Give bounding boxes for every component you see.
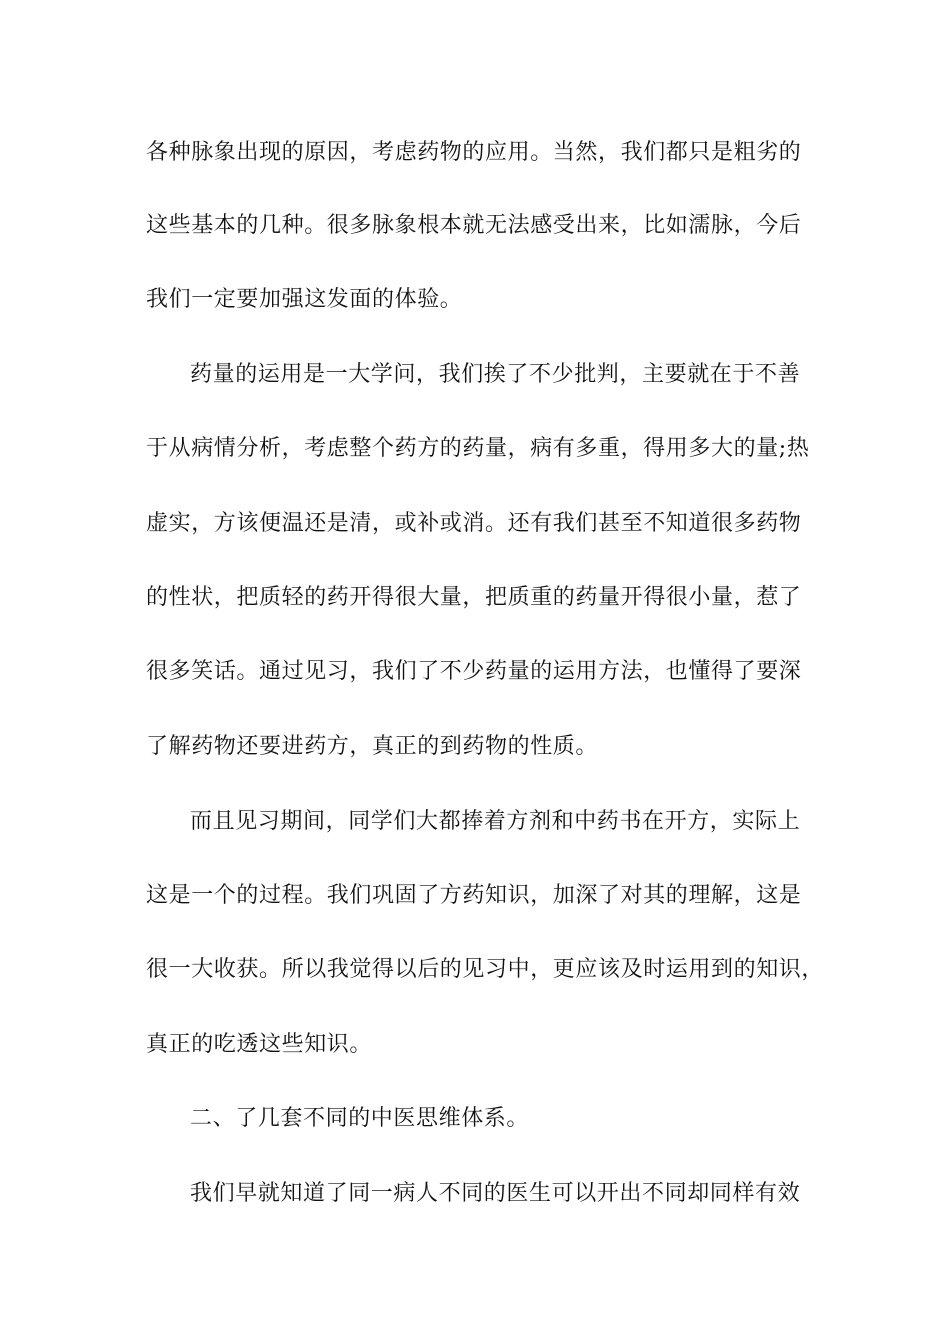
text-line-11: 这是一个的过程。我们巩固了方药知识，加深了对其的理解，这是 <box>146 883 802 908</box>
text-line-8: 很多笑话。通过见习，我们了不少药量的运用方法，也懂得了要深 <box>146 659 802 684</box>
text-line-13: 真正的吃透这些知识。 <box>146 1032 373 1057</box>
text-line-6: 虚实，方该便温还是清，或补或消。还有我们甚至不知道很多药物 <box>146 511 802 536</box>
text-line-4: 药量的运用是一大学问，我们挨了不少批判，主要就在于不善 <box>190 362 801 387</box>
text-line-1: 各种脉象出现的原因，考虑药物的应用。当然，我们都只是粗劣的 <box>146 140 802 165</box>
text-line-5: 于从病情分析，考虑整个药方的药量，病有多重，得用多大的量;热 <box>146 436 810 461</box>
text-line-10: 而且见习期间，同学们大都捧着方剂和中药书在开方，实际上 <box>190 809 801 834</box>
text-line-7: 的性状，把质轻的药开得很大量，把质重的药量开得很小量，惹了 <box>146 585 802 610</box>
text-line-12: 很一大收获。所以我觉得以后的见习中，更应该及时运用到的知识， <box>146 957 825 982</box>
text-line-3: 我们一定要加强这发面的体验。 <box>146 287 463 312</box>
text-line-9: 了解药物还要进药方，真正的到药物的性质。 <box>146 734 599 759</box>
text-line-15: 我们早就知道了同一病人不同的医生可以开出不同却同样有效 <box>190 1181 801 1206</box>
text-line-2: 这些基本的几种。很多脉象根本就无法感受出来，比如濡脉，今后 <box>146 213 802 238</box>
section-heading: 二、了几套不同的中医思维体系。 <box>190 1106 530 1131</box>
